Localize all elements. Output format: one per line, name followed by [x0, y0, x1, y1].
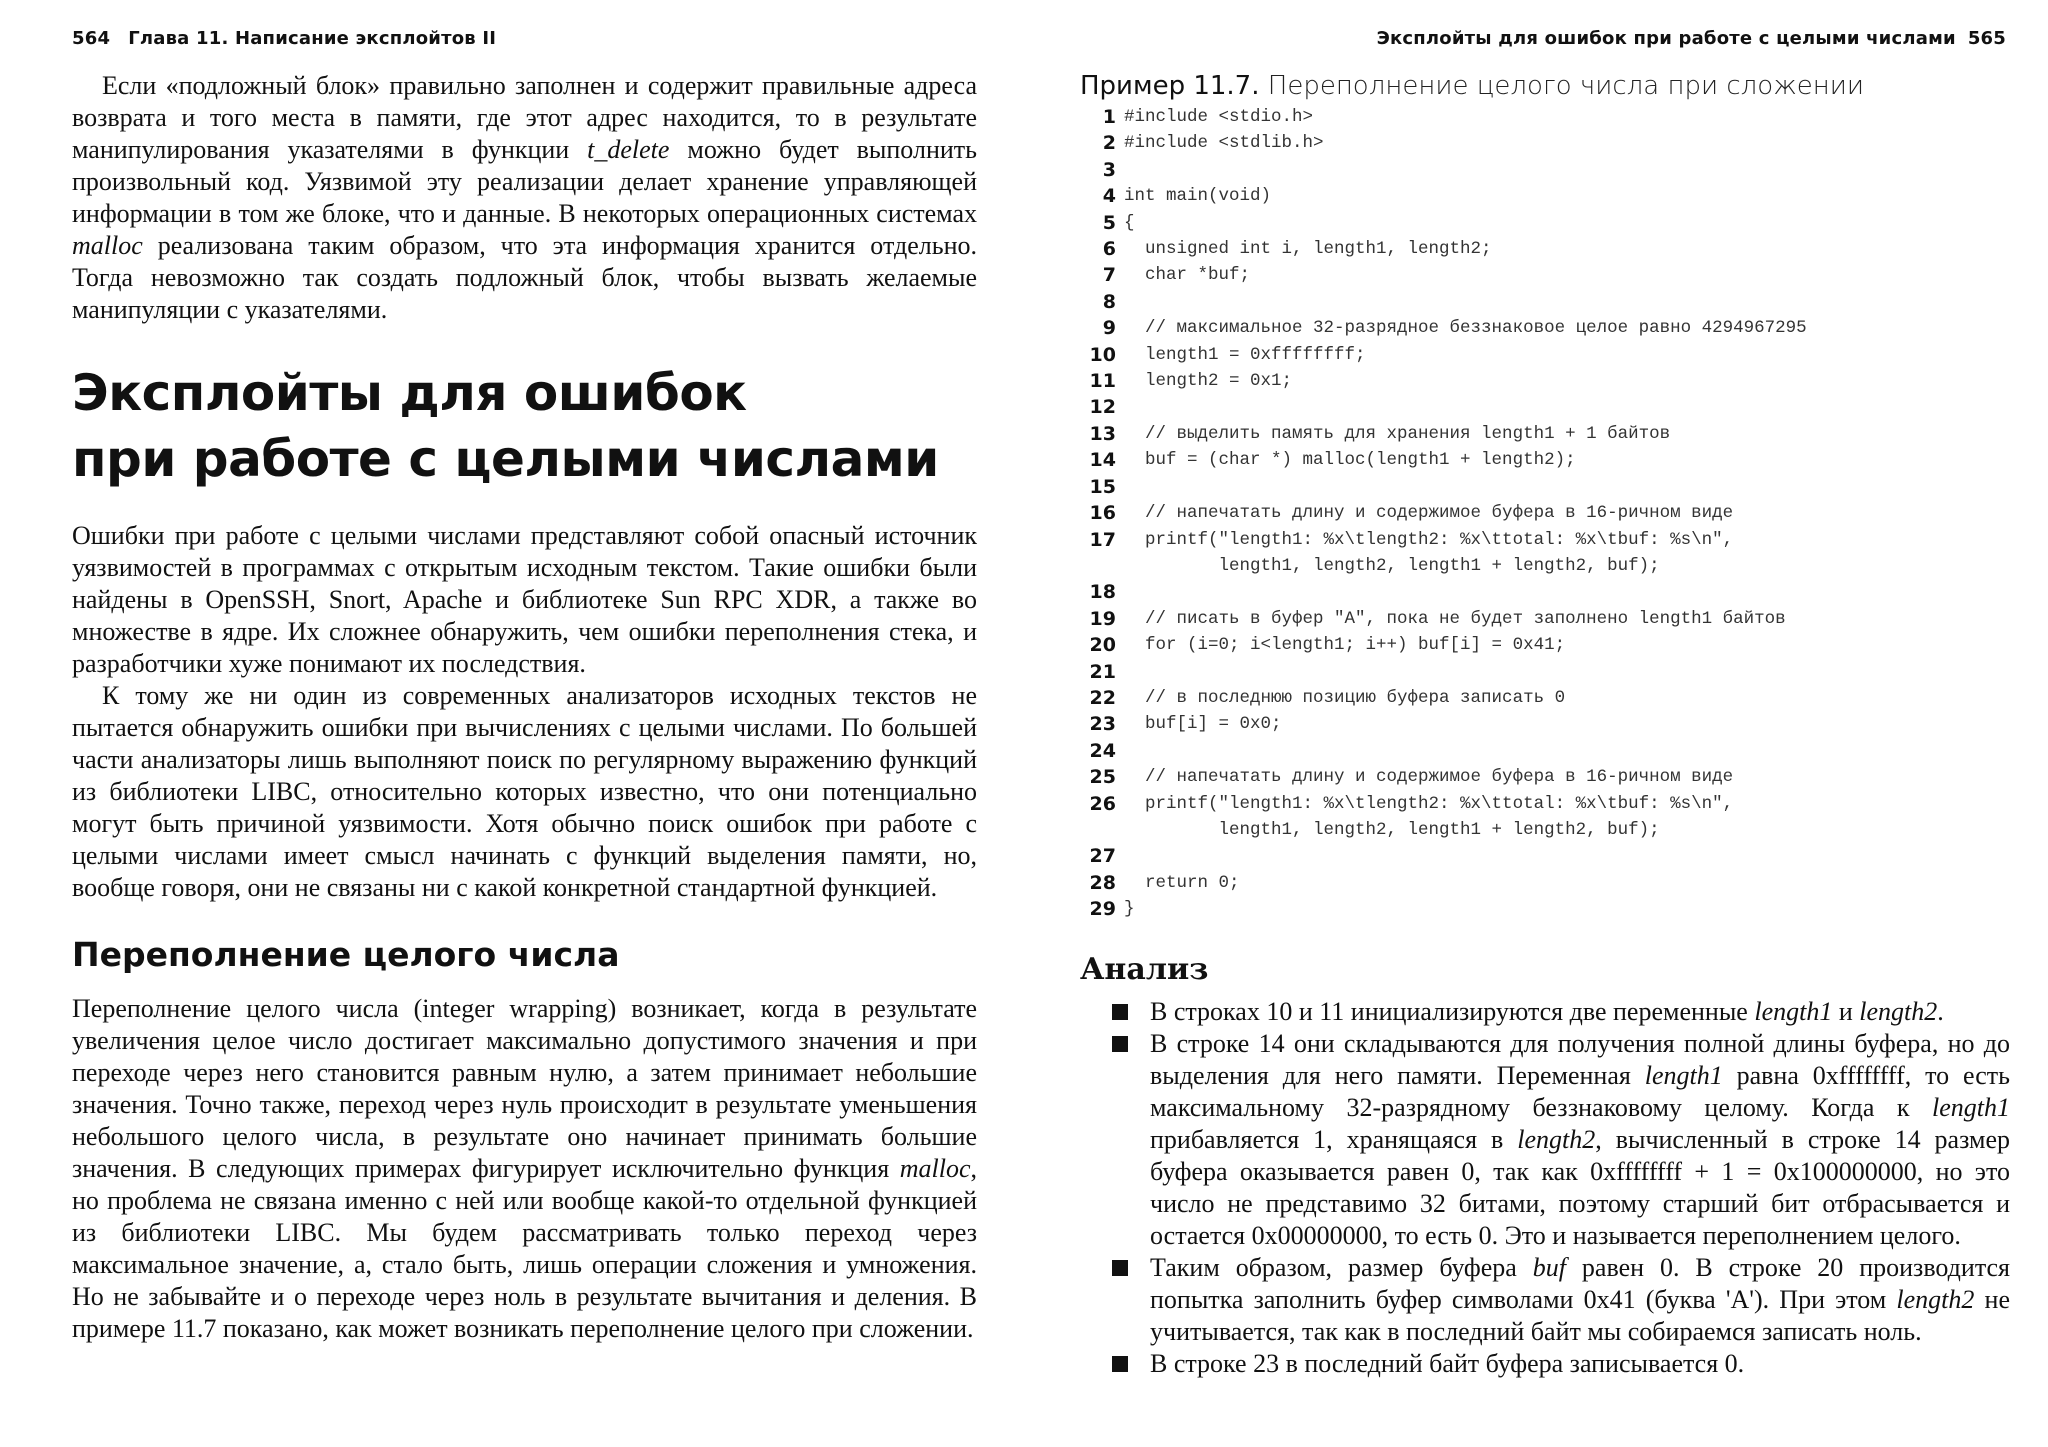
code-line [1080, 236, 1807, 262]
italic-term: length1 [1932, 1093, 2010, 1122]
code-line [1080, 527, 1807, 553]
code-line [1080, 210, 1807, 236]
code-line [1080, 394, 1807, 420]
code-text: { [1124, 212, 1135, 233]
italic-term: malloc [72, 231, 143, 260]
code-line [1080, 896, 1807, 922]
code-text: // напечатать длину и содержимое буфера в 16-ричном виде [1124, 503, 1734, 524]
code-line [1080, 157, 1807, 183]
code-line [1080, 183, 1807, 209]
code-text: buf = (char *) malloc(length1 + length2); [1124, 450, 1576, 471]
line-number: 4 [1102, 185, 1116, 208]
code-text: return 0; [1124, 872, 1240, 893]
text-run: и [1832, 997, 1860, 1026]
code-line [1080, 289, 1807, 315]
code-line [1080, 130, 1807, 156]
code-text: int main(void) [1124, 186, 1272, 207]
paragraph: К тому же ни один из современных анализаторов исходных текстов не пытается обнаружить ошибки при вычислениях с целыми числами. По большей части анализаторы лишь выполняют поиск по регулярному выражению функций из библиотеки LIBC, относительно которых известно, что они потенциально могут быть причиной уязвимости. Хотя обычно поиск ошибок при работе с целыми числами имеет смысл начинать с функций выделения памяти, но, вообще говоря, они не связаны ни с какой конкретной стандартной функцией. [72, 681, 977, 902]
line-number [1080, 553, 1116, 579]
code-line [1080, 104, 1807, 130]
code-line [1080, 685, 1807, 711]
code-line [1080, 632, 1807, 658]
code-line [1080, 342, 1807, 368]
line-number: 3 [1102, 158, 1116, 181]
code-text: length1 = 0xffffffff; [1124, 344, 1366, 365]
text-run: реализована таким образом, что эта информация хранится отдельно. Тогда невозможно так создать подложный блок, чтобы вызвать желаемые манипуляции с указателями. [72, 231, 977, 324]
code-line [1080, 659, 1807, 685]
code-line [1080, 447, 1807, 473]
list-item [1112, 1252, 2010, 1348]
section-heading [72, 360, 977, 492]
line-number: 21 [1089, 660, 1116, 683]
line-number: 17 [1089, 528, 1116, 551]
line-number [1080, 817, 1116, 843]
line-number: 24 [1089, 739, 1116, 762]
list-item [1112, 1028, 2010, 1252]
line-number: 27 [1089, 845, 1116, 868]
italic-term: t_delete [587, 135, 670, 164]
line-number: 23 [1089, 713, 1116, 736]
code-text: unsigned int i, length1, length2; [1124, 239, 1492, 260]
section-heading-line: при работе с целыми числами [72, 430, 939, 488]
line-number: 22 [1089, 686, 1116, 709]
analysis-list [1112, 996, 2010, 1380]
line-number: 26 [1089, 792, 1116, 815]
page-number: 565 [1967, 28, 2006, 49]
example-label: Пример 11.7. [1080, 71, 1260, 101]
line-number: 18 [1089, 581, 1116, 604]
code-text: length1, length2, length1 + length2, buf); [1124, 555, 1660, 576]
text-run: В строке 14 они складываются для получения полной длины буфера, но до выделения для него памяти. Переменная [1150, 1029, 2010, 1090]
code-line [1080, 711, 1807, 737]
text-run: равен 0. В строке 20 производится попытка заполнить буфер символами 0x41 (буква 'A'). При этом [1150, 1253, 2010, 1314]
bullet-square-icon [1112, 1260, 1128, 1276]
line-number: 20 [1089, 634, 1116, 657]
code-text: for (i=0; i<length1; i++) buf[i] = 0x41; [1124, 635, 1566, 656]
code-line [1080, 791, 1807, 817]
example-title: Переполнение целого числа при сложении [1267, 71, 1865, 101]
running-head-right [1377, 28, 2006, 49]
code-line [1080, 843, 1807, 869]
line-number: 29 [1089, 898, 1116, 921]
bullet-square-icon [1112, 1356, 1128, 1372]
bullet-square-icon [1112, 1036, 1128, 1052]
list-item-text: В строке 23 в последний байт буфера записывается 0. [1150, 1349, 1745, 1378]
code-line [1080, 817, 1807, 843]
text-run: , вычисленный в строке 14 размер буфера оказывается равен 0, так как 0xffffffff + 1 = 0x100000000, но это число не представимо 32 битами, поэтому старший бит отбрасывается и остается 0x00000000, то есть 0. Это и называется переполнением целого. [1150, 1125, 2010, 1250]
italic-term: length2 [1896, 1285, 1975, 1314]
code-text: length2 = 0x1; [1124, 371, 1293, 392]
paragraph-group [72, 520, 977, 904]
list-item [1112, 1348, 2010, 1380]
right-page [1024, 0, 2048, 1447]
italic-term: length1 [1644, 1061, 1723, 1090]
subsection-heading: Переполнение целого числа [72, 935, 620, 974]
analysis-heading: Анализ [1080, 952, 1209, 987]
running-head-text: Эксплойты для ошибок при работе с целыми числами [1376, 28, 1956, 49]
italic-term: length1 [1754, 997, 1833, 1026]
code-line [1080, 368, 1807, 394]
line-number: 28 [1089, 871, 1116, 894]
line-number: 6 [1102, 238, 1116, 261]
line-number: 12 [1089, 396, 1116, 419]
paragraph: Ошибки при работе с целыми числами представляют собой опасный источник уязвимостей в программах с открытым исходным текстом. Такие ошибки были найдены в OpenSSH, Snort, Apache и библиотеке Sun RPC XDR, а также во множестве в ядре. Их сложнее обнаружить, чем ошибки переполнения стека, и разработчики хуже понимают их последствия. [72, 521, 977, 678]
text-run: равна 0xffffffff, то есть максимальному 32-разрядному беззнаковому целому. Когда к [1150, 1061, 2010, 1122]
italic-term: length2 [1859, 997, 1938, 1026]
code-text: // напечатать длину и содержимое буфера в 16-ричном виде [1124, 767, 1734, 788]
page-number: 564 [72, 28, 111, 49]
line-number: 7 [1102, 264, 1116, 287]
text-run: Если «подложный блок» правильно заполнен и содержит правильные адреса возврата и того места в памяти, где этот адрес находится, то в результате манипулирования указателями в функции [72, 71, 977, 164]
code-line [1080, 579, 1807, 605]
line-number: 13 [1089, 422, 1116, 445]
code-line [1080, 262, 1807, 288]
line-number: 8 [1102, 290, 1116, 313]
line-number: 19 [1089, 607, 1116, 630]
text-run: прибавляется 1, хранящаяся в [1150, 1125, 1518, 1154]
list-item [1112, 996, 2010, 1028]
text-run: Переполнение целого числа (integer wrapping) возникает, когда в результате увеличения целое число достигает максимально допустимого значения и при переходе через него становится равным нулю, а затем принимает небольшие значения. Точно также, переход через нуль происходит в результате уменьшения небольшого целого числа, в результате оно начинает принимать большие значения. В следующих примерах фигурирует исключительно функция [72, 994, 977, 1183]
text-run: . [1937, 997, 1944, 1026]
line-number: 15 [1089, 475, 1116, 498]
code-text: #include <stdio.h> [1124, 107, 1314, 127]
code-text: // в последнюю позицию буфера записать 0 [1124, 687, 1566, 708]
code-text: #include <stdlib.h> [1124, 133, 1324, 154]
text-run: , но проблема не связана именно с ней или вообще какой-то отдельной функцией из библиотеки LIBC. Мы будем рассматривать только переход через максимальное значение, а, стало быть, лишь операции сложения и умножения. Но не забывайте и о переходе через ноль в результате вычитания и деления. В примере 11.7 показано, как может возникать переполнение целого при сложении. [72, 1154, 977, 1343]
line-number: 5 [1102, 211, 1116, 234]
code-line [1080, 738, 1807, 764]
running-head-left [72, 28, 496, 49]
italic-term: malloc [899, 1154, 971, 1183]
code-text: buf[i] = 0x0; [1124, 714, 1282, 735]
code-line [1080, 315, 1807, 341]
italic-term: buf [1532, 1253, 1566, 1282]
italic-term: length2 [1517, 1125, 1596, 1154]
code-listing [1080, 104, 1807, 923]
code-text: char *buf; [1124, 265, 1251, 286]
code-text: // писать в буфер "A", пока не будет заполнено length1 байтов [1124, 608, 1786, 629]
code-text: // выделить память для хранения length1 + 1 байтов [1124, 423, 1671, 444]
text-run: не учитывается, так как в последний байт мы собираемся записать ноль. [1150, 1285, 2010, 1346]
code-text: printf("length1: %x\tlength2: %x\ttotal: %x\tbuf: %s\n", [1124, 793, 1734, 814]
line-number: 16 [1089, 502, 1116, 525]
example-caption [1080, 70, 1864, 102]
line-number: 2 [1102, 132, 1116, 155]
code-text: } [1124, 899, 1135, 920]
code-line [1080, 764, 1807, 790]
line-number: 14 [1089, 449, 1116, 472]
line-number: 11 [1089, 370, 1116, 393]
running-head-text: Глава 11. Написание эксплойтов II [128, 28, 497, 49]
line-number: 10 [1089, 343, 1116, 366]
code-line [1080, 870, 1807, 896]
text-run: можно будет выполнить произвольный код. Уязвимой эту реализации делает хранение управляющей информации в том же блоке, что и данные. В некоторых операционных системах [72, 135, 977, 228]
text-run: В строках 10 и 11 инициализируются две переменные [1150, 997, 1755, 1026]
paragraph [72, 70, 977, 326]
line-number: 25 [1089, 766, 1116, 789]
bullet-square-icon [1112, 1004, 1128, 1020]
code-text: length1, length2, length1 + length2, buf); [1124, 819, 1660, 840]
line-number: 1 [1102, 106, 1116, 128]
code-line [1080, 474, 1807, 500]
paragraph [72, 993, 977, 1345]
line-number: 9 [1102, 317, 1116, 340]
code-line [1080, 421, 1807, 447]
code-line [1080, 500, 1807, 526]
code-line [1080, 606, 1807, 632]
text-run: Таким образом, размер буфера [1150, 1253, 1533, 1282]
section-heading-line: Эксплойты для ошибок [72, 364, 747, 422]
code-text: printf("length1: %x\tlength2: %x\ttotal: %x\tbuf: %s\n", [1124, 529, 1734, 550]
code-text: // максимальное 32-разрядное беззнаковое целое равно 4294967295 [1124, 318, 1807, 339]
code-line [1080, 553, 1807, 579]
